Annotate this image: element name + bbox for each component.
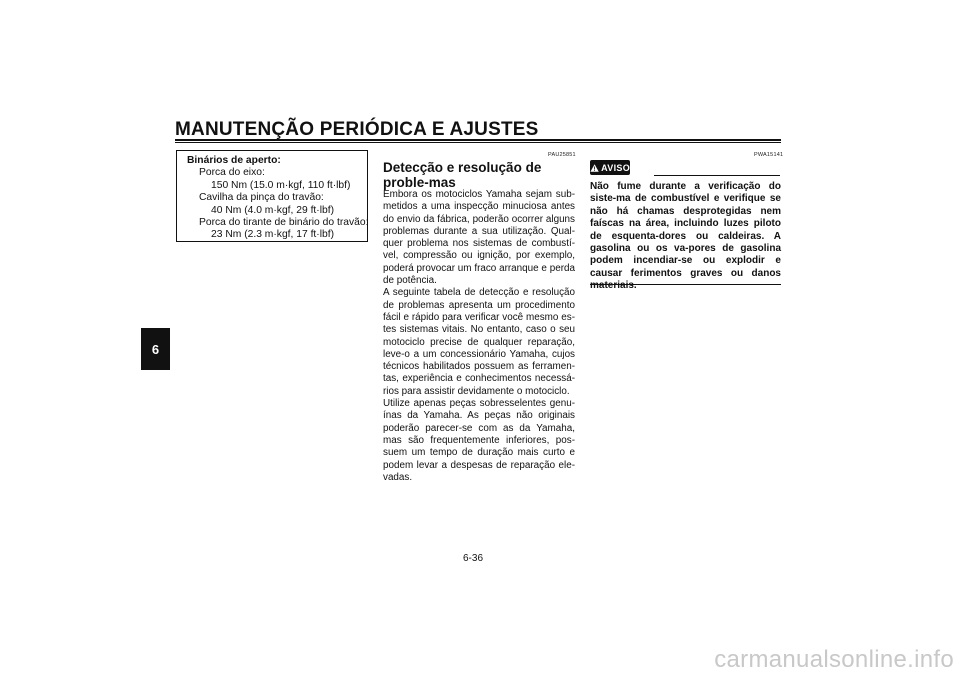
page-number: 6-36: [463, 553, 484, 564]
spec-line: Porca do eixo:: [199, 167, 265, 179]
section-title: Detecção e resolução de proble-mas: [383, 160, 542, 190]
warning-triangle-icon: [590, 163, 599, 173]
spec-line: 150 Nm (15.0 m·kgf, 110 ft·lbf): [211, 179, 351, 191]
spec-line: 23 Nm (2.3 m·kgf, 17 ft·lbf): [211, 229, 335, 241]
section-body: [383, 189, 575, 484]
section-code: PAU25851: [548, 152, 576, 158]
watermark: carmanualsonline.info: [714, 646, 954, 673]
warning-code: PWA15141: [754, 152, 784, 158]
warning-rule-top: [654, 175, 780, 176]
warning-rule-bottom: [590, 284, 781, 285]
body-paragraph: A seguinte tabela de detecção e resolução de problemas apresenta um procedimento fácil e rápido para verificar você mesmo es-tes sistemas vitais. No entanto, caso o seu motociclo precise de qualquer reparação, leve-o a um concessionário Yamaha, cujos técnicos habilitados possuem as ferramen-tas, experiência e conhecimentos necessá-rios para assistir devidamente o motociclo.: [383, 287, 575, 397]
body-paragraph: Utilize apenas peças sobresselentes genu-ínas da Yamaha. As peças não originais poderão parecer-se com as da Yamaha, mas são frequentemente inferiores, pos-suem um tempo de duração mais curto e podem levar a despesas de reparação ele-vadas.: [383, 398, 575, 483]
page-header-title: MANUTENÇÃO PERIÓDICA E AJUSTES: [175, 119, 539, 140]
spec-line: Porca do tirante de binário do travão:: [199, 217, 369, 229]
spec-line: Cavilha da pinça do travão:: [199, 192, 324, 204]
spec-line: 40 Nm (4.0 m·kgf, 29 ft·lbf): [211, 204, 335, 216]
warning-text: Não fume durante a verificação do siste-ma de combustível e verifique se não há chamas desprotegidas nem faíscas na área, incluindo luzes piloto de esquenta-dores ou caldeiras. A gasolina ou os va-pores de gasolina podem incendiar-se ou explodir e causar ferimentos graves ou danos materiais.: [590, 181, 781, 292]
warning-badge: [590, 160, 630, 175]
body-paragraph: Embora os motociclos Yamaha sejam sub-metidos a uma inspecção minuciosa antes do envio da fábrica, poderão ocorrer alguns problemas durante a sua utilização. Qual-quer problema nos sistemas de combustí-vel, compressão ou ignição, por exemplo, poderá provocar um fraco arranque e perda de potência.: [383, 189, 575, 287]
torque-spec-box: [176, 150, 368, 242]
spec-heading: Binários de aperto:: [187, 155, 281, 166]
chapter-tab: 6: [141, 328, 170, 370]
warning-label: AVISO: [601, 162, 630, 173]
header-rule: [175, 139, 781, 143]
